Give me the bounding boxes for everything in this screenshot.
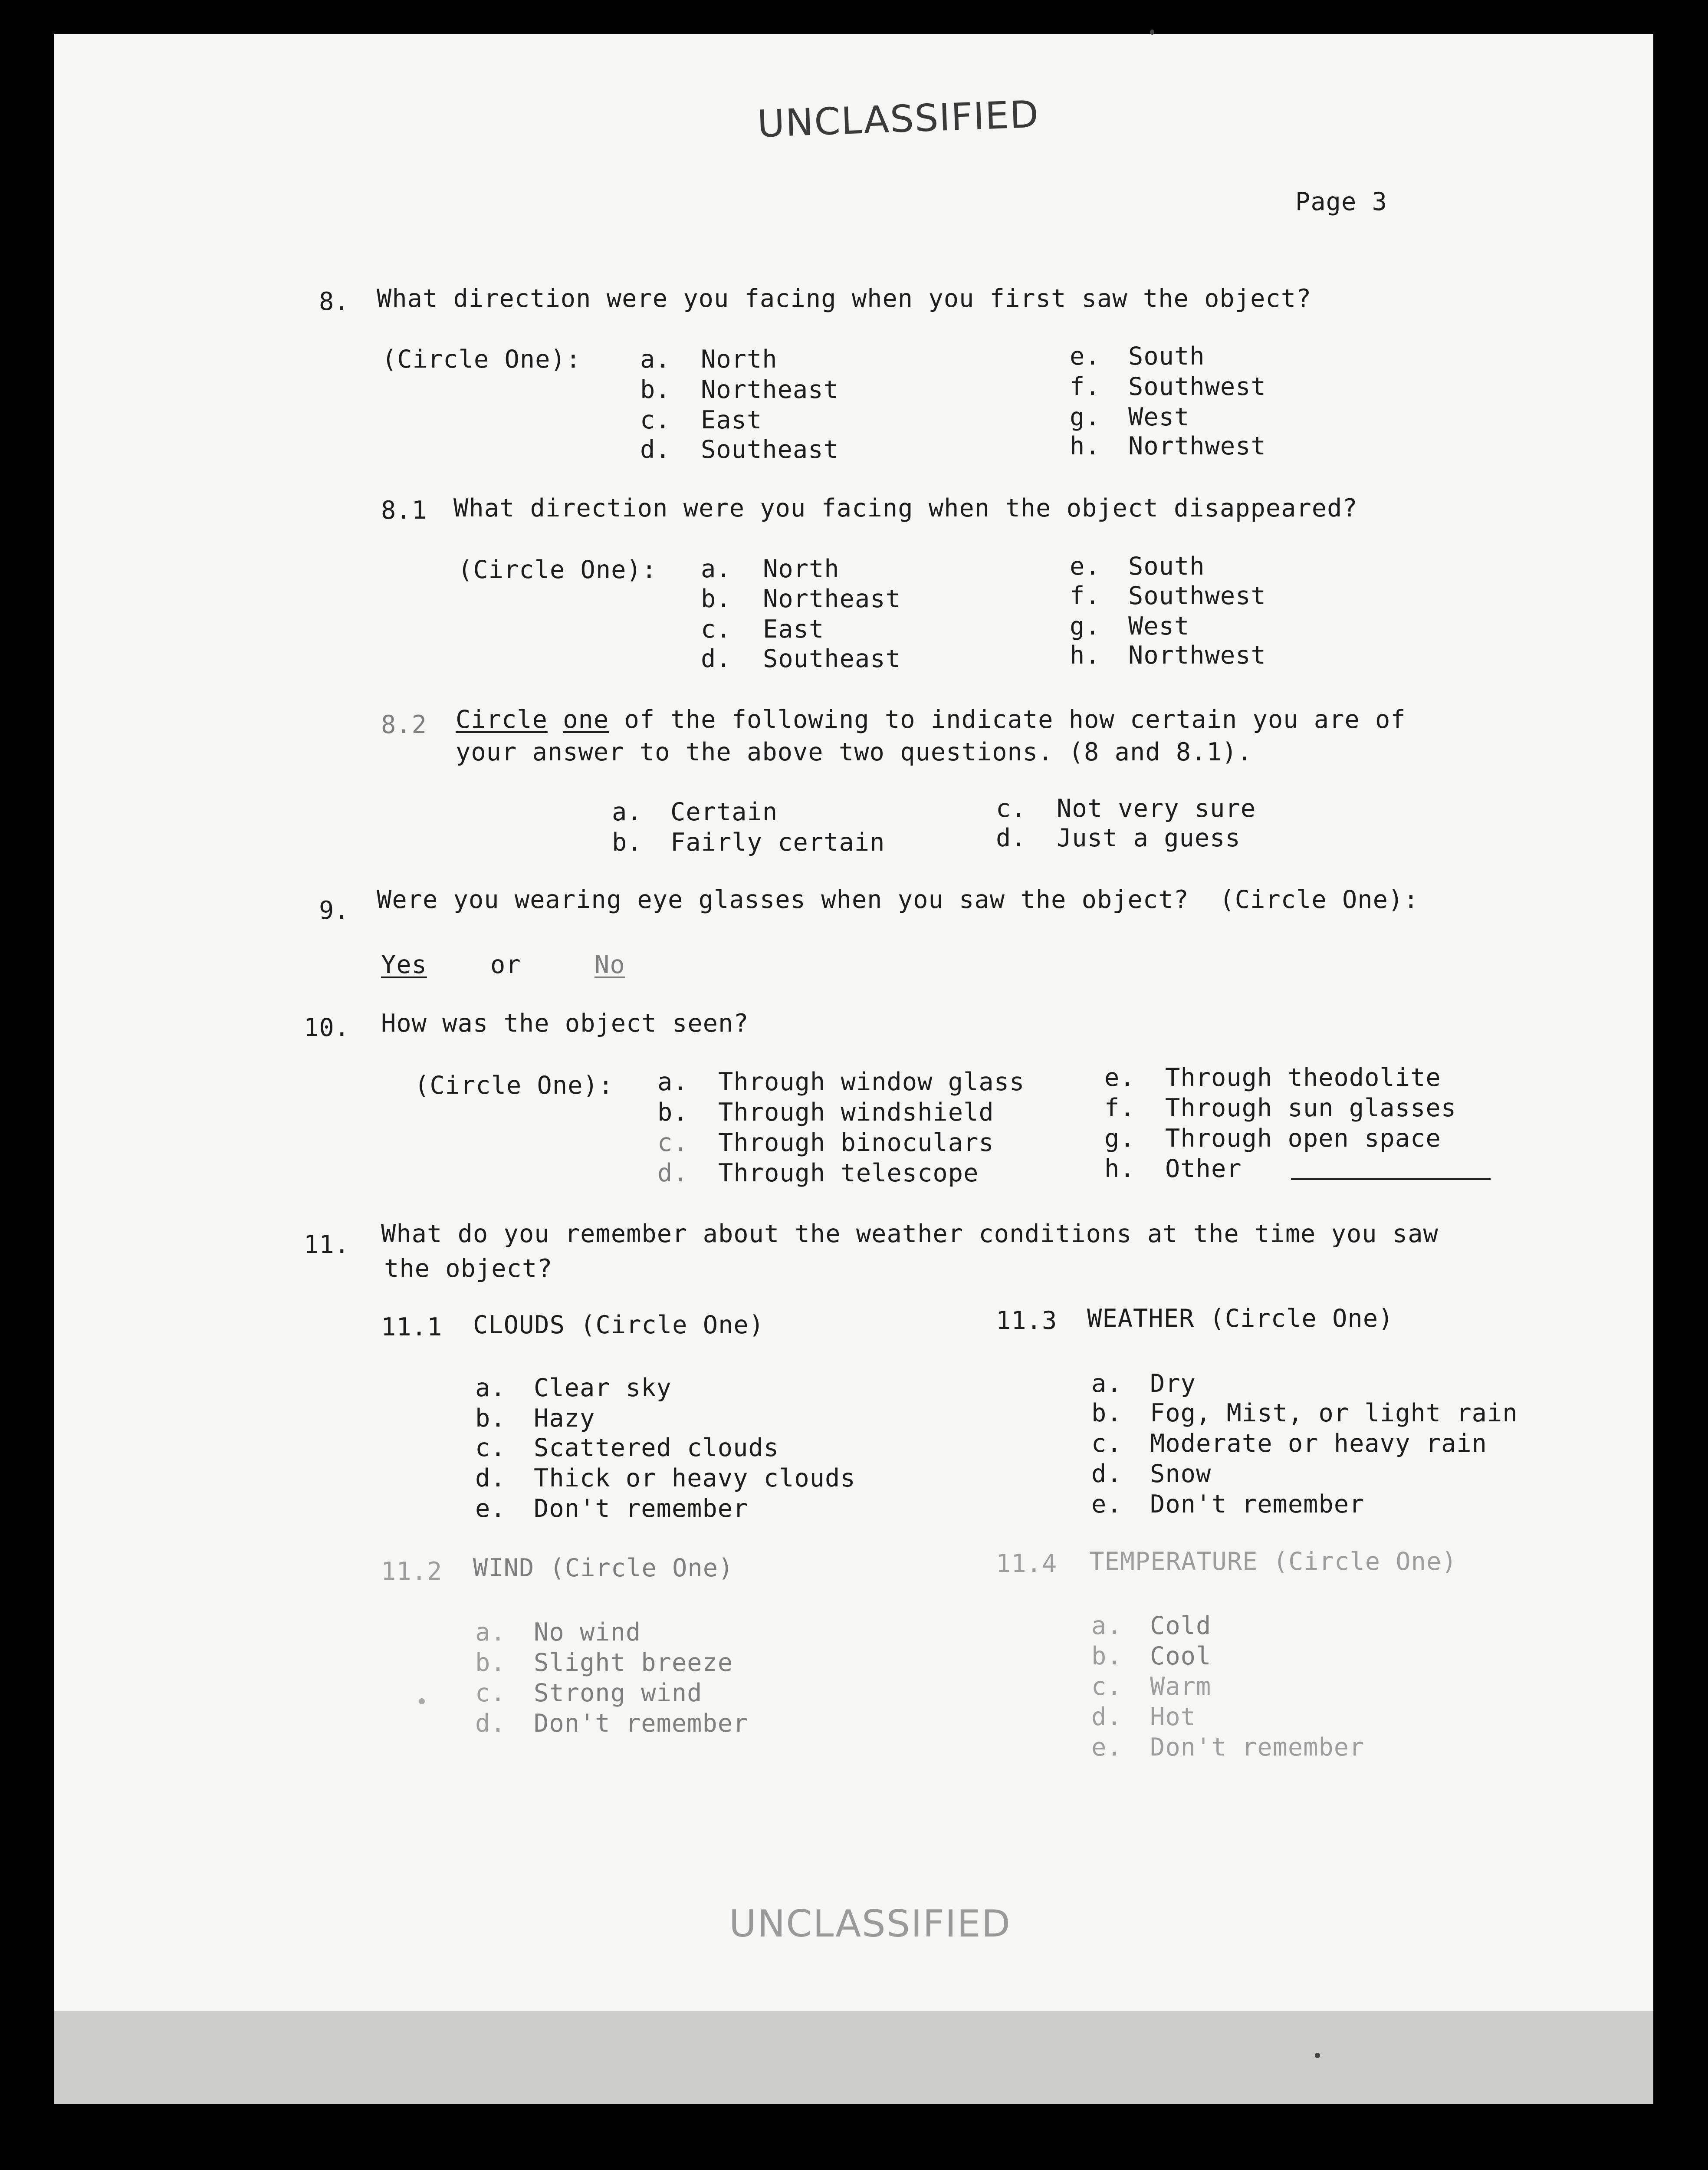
q11-4-title: TEMPERATURE (Circle One) (1089, 1547, 1457, 1576)
q11-line1: What do you remember about the weather conditions at the time you saw (381, 1220, 1439, 1248)
q8-option-label: South (1128, 342, 1205, 371)
q11-4-option-letter: d. (1091, 1703, 1122, 1731)
q10-option-label: Through windshield (718, 1098, 994, 1127)
q11-4-option-letter: b. (1091, 1642, 1122, 1670)
q11-4-option-label: Hot (1150, 1703, 1196, 1731)
q8-text: What direction were you facing when you first saw the object? (377, 284, 1312, 313)
page-bottom-margin (54, 2011, 1653, 2104)
q11-4-option-label: Don't remember (1150, 1733, 1365, 1762)
q8-1-option-letter: a. (701, 555, 732, 583)
q8-option-label: Southwest (1128, 372, 1266, 401)
q11-3-title: WEATHER (Circle One) (1087, 1304, 1394, 1333)
q8-2-line2: your answer to the above two questions. (8 and 8.1). (456, 738, 1253, 766)
q10-option-label: Other (1165, 1154, 1242, 1183)
classification-stamp-bottom: UNCLASSIFIED (729, 1902, 1011, 1946)
q10-other-blank-line (1291, 1178, 1491, 1180)
q8-1-option-label: Southwest (1128, 582, 1266, 610)
q11-1-title: CLOUDS (Circle One) (473, 1311, 765, 1339)
q11-1-option-label: Clear sky (534, 1374, 672, 1402)
q11-2-option-letter: c. (475, 1679, 506, 1707)
q11-3-option-letter: b. (1091, 1399, 1122, 1427)
q8-option-letter: b. (640, 375, 671, 404)
q8-option-label: Northeast (701, 375, 839, 404)
q11-1-option-letter: b. (475, 1404, 506, 1433)
q8-1-option-letter: g. (1070, 612, 1100, 641)
q11-3-option-label: Moderate or heavy rain (1150, 1429, 1487, 1458)
q10-option-label: Through open space (1165, 1124, 1441, 1153)
q8-1-circle-instruction: (Circle One): (458, 556, 657, 584)
q8-1-option-label: South (1128, 552, 1205, 581)
q8-1-number: 8.1 (381, 496, 427, 525)
q8-option-letter: a. (640, 345, 671, 374)
q11-3-option-label: Snow (1150, 1460, 1212, 1488)
q10-option-label: Through window glass (718, 1068, 1025, 1096)
q8-1-option-letter: h. (1070, 641, 1100, 670)
q8-1-option-letter: c. (701, 615, 732, 644)
scan-speck (1315, 2053, 1320, 2058)
q11-4-option-label: Warm (1150, 1672, 1212, 1701)
q11-1-option-letter: e. (475, 1494, 506, 1523)
q11-4-option-letter: c. (1091, 1672, 1122, 1701)
q11-4-option-letter: a. (1091, 1611, 1122, 1640)
q8-option-label: North (701, 345, 778, 374)
q9-or: or (490, 950, 521, 979)
q11-3-option-letter: d. (1091, 1460, 1122, 1488)
q8-1-option-label: Northwest (1128, 641, 1266, 670)
q8-2-option-label: Just a guess (1057, 824, 1241, 852)
q10-option-label: Through binoculars (718, 1128, 994, 1157)
q8-2-option-letter: a. (612, 798, 643, 826)
classification-stamp-top: UNCLASSIFIED (756, 92, 1040, 146)
q11-2-option-letter: b. (475, 1648, 506, 1677)
q11-1-option-letter: d. (475, 1464, 506, 1493)
q8-2-line1 (456, 707, 1406, 732)
q11-2-option-label: Don't remember (534, 1709, 749, 1738)
q11-1-option-label: Scattered clouds (534, 1434, 779, 1462)
q11-2-option-label: No wind (534, 1618, 641, 1647)
q10-option-label: Through theodolite (1165, 1063, 1441, 1092)
q11-3-option-letter: c. (1091, 1429, 1122, 1458)
q11-1-option-label: Thick or heavy clouds (534, 1464, 856, 1493)
q8-2-line1-rest: of the following to indicate how certain you are of (624, 705, 1406, 734)
q8-option-label: East (701, 406, 762, 434)
q11-3-number: 11.3 (996, 1306, 1058, 1335)
q9-answer-yes: Yes (381, 950, 427, 979)
scan-speck (1150, 30, 1154, 35)
q8-2-option-letter: d. (996, 824, 1027, 852)
q10-option-letter: d. (657, 1159, 688, 1187)
q11-1-option-letter: a. (475, 1374, 506, 1402)
q10-option-letter: g. (1104, 1124, 1135, 1153)
q11-3-option-letter: a. (1091, 1369, 1122, 1398)
q8-2-emphasis-circle: Circle (456, 705, 548, 734)
q10-option-label: Through telescope (718, 1159, 979, 1187)
q11-2-number: 11.2 (381, 1557, 443, 1586)
q9-answer-no: No (595, 950, 625, 979)
q10-option-letter: c. (657, 1128, 688, 1157)
q8-1-option-label: Southeast (763, 644, 901, 673)
q8-1-text: What direction were you facing when the object disappeared? (453, 494, 1358, 523)
q11-number: 11. (304, 1230, 350, 1259)
q11-4-number: 11.4 (996, 1549, 1058, 1578)
q8-option-letter: e. (1070, 342, 1100, 371)
q11-line2: the object? (384, 1254, 553, 1283)
q8-option-letter: d. (640, 435, 671, 464)
q8-1-option-label: North (763, 555, 840, 583)
q11-2-title: WIND (Circle One) (473, 1554, 734, 1582)
page-number: Page 3 (1295, 187, 1387, 216)
q10-option-letter: h. (1104, 1154, 1135, 1183)
q8-2-option-label: Fairly certain (670, 828, 885, 857)
q8-option-label: West (1128, 403, 1190, 431)
q8-option-label: Northwest (1128, 432, 1266, 460)
q11-3-option-label: Fog, Mist, or light rain (1150, 1399, 1518, 1427)
q10-number: 10. (304, 1013, 350, 1042)
q8-2-number: 8.2 (381, 710, 427, 739)
q11-1-number: 11.1 (381, 1313, 443, 1341)
q11-2-option-label: Strong wind (534, 1679, 703, 1707)
document-page (54, 34, 1653, 2011)
q10-option-letter: e. (1104, 1063, 1135, 1092)
q11-1-option-label: Don't remember (534, 1494, 749, 1523)
q10-option-letter: b. (657, 1098, 688, 1127)
q11-4-option-label: Cold (1150, 1611, 1212, 1640)
q9-number: 9. (319, 896, 350, 925)
q11-3-option-label: Don't remember (1150, 1490, 1365, 1519)
q8-2-option-letter: c. (996, 794, 1027, 823)
q8-number: 8. (319, 287, 350, 316)
q9-text: Were you wearing eye glasses when you saw the object? (Circle One): (377, 885, 1419, 914)
q8-option-letter: f. (1070, 372, 1100, 401)
q8-1-option-label: Northeast (763, 585, 901, 613)
q10-text: How was the object seen? (381, 1009, 749, 1038)
q8-1-option-label: East (763, 615, 824, 644)
q8-1-option-letter: f. (1070, 582, 1100, 610)
q11-4-option-letter: e. (1091, 1733, 1122, 1762)
q8-option-letter: g. (1070, 403, 1100, 431)
q8-2-option-label: Certain (670, 798, 778, 826)
q8-option-letter: c. (640, 406, 671, 434)
q8-1-option-letter: b. (701, 585, 732, 613)
q8-circle-instruction: (Circle One): (382, 345, 581, 374)
q10-option-letter: f. (1104, 1094, 1135, 1122)
q8-1-option-letter: d. (701, 644, 732, 673)
q10-option-label: Through sun glasses (1165, 1094, 1457, 1122)
q8-option-letter: h. (1070, 432, 1100, 460)
q10-option-letter: a. (657, 1068, 688, 1096)
q11-3-option-letter: e. (1091, 1490, 1122, 1519)
scan-speck (419, 1698, 425, 1704)
q10-circle-instruction: (Circle One): (414, 1071, 614, 1100)
q8-1-option-letter: e. (1070, 552, 1100, 581)
q11-2-option-letter: d. (475, 1709, 506, 1738)
q11-2-option-label: Slight breeze (534, 1648, 733, 1677)
q8-2-emphasis-one: one (563, 705, 609, 734)
q11-4-option-label: Cool (1150, 1642, 1212, 1670)
q8-1-option-label: West (1128, 612, 1190, 641)
q8-option-label: Southeast (701, 435, 839, 464)
q11-1-option-label: Hazy (534, 1404, 595, 1433)
q11-3-option-label: Dry (1150, 1369, 1196, 1398)
q8-2-option-letter: b. (612, 828, 643, 857)
q8-2-option-label: Not very sure (1057, 794, 1256, 823)
q11-2-option-letter: a. (475, 1618, 506, 1647)
q11-1-option-letter: c. (475, 1434, 506, 1462)
